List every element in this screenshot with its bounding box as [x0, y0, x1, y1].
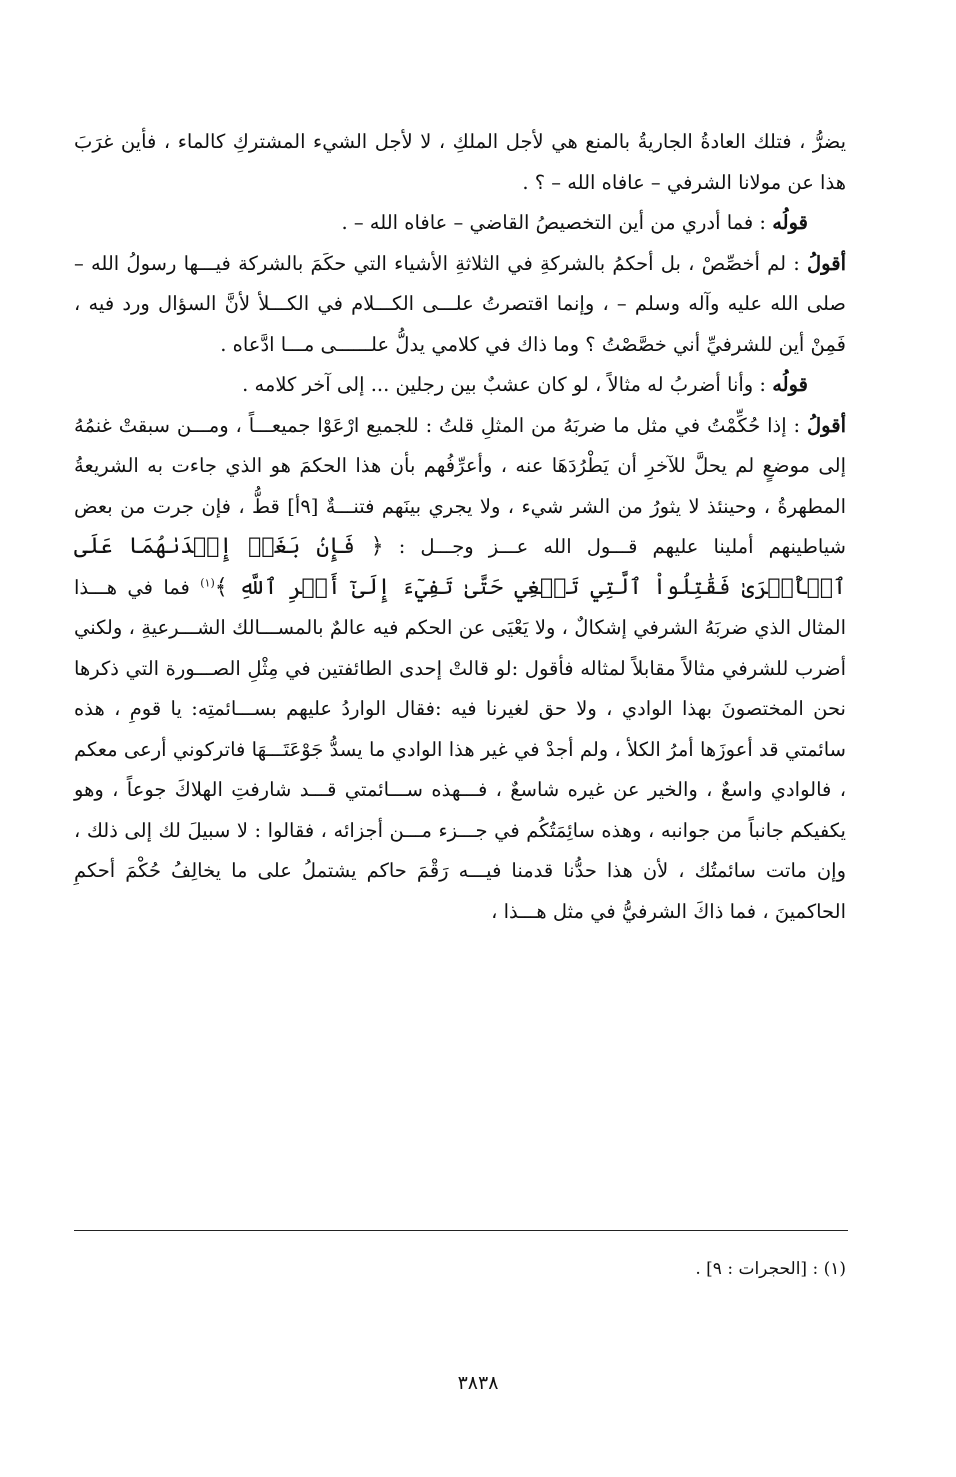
paragraph-5-text-b: فما في هـــذا المثال الذي ضربَهُ الشرفي إشكالٌ ، ولا يَعْيَى عن الحكم فيه عالمٌ بالمســـالك الشـــرعيةِ ، ولكني أضرب للشرفي مثالاً مقابلاً لمثاله فأقول :لو قالتْ إحدى الطائفتين في مِثْلِ الصـــورة التي ذكرها نحن المختصونَ بهذا الوادي ، ولا حق لغيرنا فيه :فقال الواردُ عليهم بســـائمتِه: يا قومِ ، هذه سائمتي قد أعوزَها أمرُ الكلأ ، ولم أجدْ في غير هذا الوادي ما يسدُّ جَوْعَتَـــهَا فاتركوني أرعى معكم ، فالوادي واسعٌ ، والخير عن غيره شاسعٌ ، فـــهذه ســـائمتي قـــد شارفتِ الهلاكَ جوعاً ، وهو يكفيكم جانباً من جوانبه ، وهذه سائِمَتُكُم في جـــزء مـــن أجزائه ، فقالوا : لا سبيلَ لك إلى ذلك ، وإن ماتت سائمتُك ، لأن هذا حدُّنا قدمنا فيـــه رَقْمَ حاكم يشتملُ على ما يخالِفُ حُكْمَ أحكمِ الحاكمينَ ، فما ذاكَ الشرفيُّ في مثل هـــذا ،	[74, 575, 846, 923]
footnote-divider	[74, 1230, 848, 1231]
paragraph-3-text: : لم أخصِّصْ ، بل أحكمُ بالشركةِ في الثلاثةِ الأشياء التي حكَمَ بالشركة فيـــها رسولُ الله – صلى الله عليه وآله وسلم – ، وإنما اقتصرتُ علـــى الكـــلام في الكـــلأ لأنَّ السؤال ورد فيه ، فَمِنْ أين للشرفيِّ أني خصَّصْتُ ؟ وما ذاك في كلامي يدلُّ علــــــى مـــا ادَّعاه .	[74, 251, 846, 356]
footnote-reference: (١)	[200, 576, 215, 589]
paragraph-2-text: : فما أدري من أين التخصيصُ القاضي – عافاه الله – .	[341, 211, 773, 234]
paragraph-5	[74, 406, 846, 933]
paragraph-3	[74, 244, 846, 366]
paragraph-4	[74, 365, 846, 406]
paragraph-4-text: : وأنا أضربُ له مثالاً ، لو كان عشبٌ بين رجلين ... إلى آخر كلامه .	[242, 373, 773, 396]
main-text-block	[74, 122, 846, 932]
paragraph-2	[74, 203, 846, 244]
quran-verse: ﴿ فَإِنۢ بَغَتۡ إِحۡدَىٰهُمَا عَلَى ٱلۡأُخۡرَىٰ فَقَٰتِلُواْ ٱلَّتِي تَبۡغِي حَتَّىٰ تَفِيٓءَ إِلَىٰٓ أَمۡرِ ٱللَّهِ ﴾	[74, 534, 846, 600]
speaker-label-aqulu-2: أقولُ	[807, 413, 846, 437]
page-number: ٣٨٣٨	[457, 1372, 499, 1394]
paragraph-5-text-a: : إذا حُكِّمْتُ في مثل ما ضربَهُ من المثلِ قلتُ : للجميع ارْعَوْا جميعـــاً ، ومـــن سبقتْ غنمُهُ إلى موضعٍ لم يحلَّ للآخرِ أن يَطْرُدَهَا عنه ، وأعرِّفُهم بأن هذا الحكمَ هو الذي جاءت به الشريعةُ المطهرةُ ، وحينئذ لا يثورُ من الشر شيء ، ولا يجري بينَهم فتنـــةٌ [٩أ] قطُّ ، فإن جرت من بعض شياطينهم أملينا عليهم قـــول الله عـــز وجـــل :	[74, 413, 847, 558]
speaker-label-aqulu: أقولُ	[807, 251, 846, 275]
footnote: (١) : [الحجرات : ٩] .	[695, 1259, 846, 1279]
speaker-label-qawluhu: قولُه	[772, 211, 808, 234]
speaker-label-qawluhu-2: قولُه	[772, 373, 808, 396]
paragraph-1: يضرُّ ، فتلك العادةُ الجاريةُ بالمنع هي لأجل الملكِ ، لا لأجل الشيء المشتركِ كالماء ، فأين غرَبَ هذا عن مولانا الشرفي – عافاه الله – ؟ .	[74, 130, 846, 194]
